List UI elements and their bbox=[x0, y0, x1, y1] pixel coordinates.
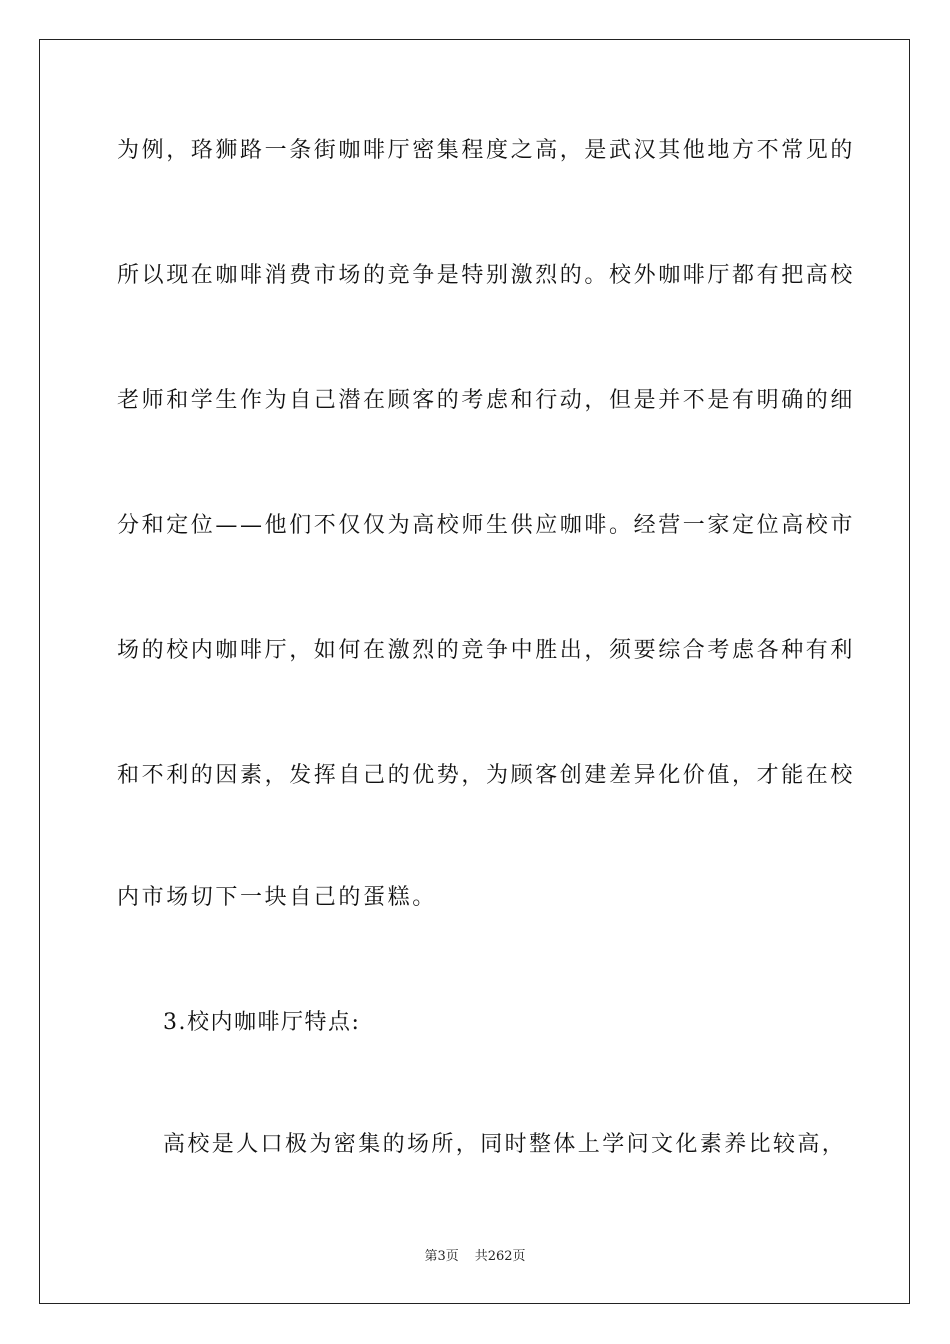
paragraph-first-line: 高校是人口极为密集的场所，同时整体上学问文化素养比较高， bbox=[163, 1132, 847, 1157]
section-heading: 3.校内咖啡厅特点: bbox=[163, 1010, 361, 1035]
page-footer bbox=[0, 1248, 950, 1266]
page-number: 第3页 bbox=[424, 1249, 459, 1264]
body-text-line: 内市场切下一块自己的蛋糕。 bbox=[117, 885, 437, 910]
body-text-line: 为例，珞狮路一条街咖啡厅密集程度之高，是武汉其他地方不常见的 bbox=[117, 138, 856, 163]
body-text-line: 和不利的因素，发挥自己的优势，为顾客创建差异化价值，才能在校 bbox=[117, 763, 856, 788]
page-border bbox=[39, 39, 910, 1304]
page-total: 共262页 bbox=[474, 1249, 526, 1264]
body-text-line: 老师和学生作为自己潜在顾客的考虑和行动，但是并不是有明确的细 bbox=[117, 388, 856, 413]
body-text-line: 分和定位——他们不仅仅为高校师生供应咖啡。经营一家定位高校市 bbox=[117, 513, 856, 538]
body-text-line: 场的校内咖啡厅，如何在激烈的竞争中胜出，须要综合考虑各种有利 bbox=[117, 638, 856, 663]
body-text-line: 所以现在咖啡消费市场的竞争是特别激烈的。校外咖啡厅都有把高校 bbox=[117, 263, 856, 288]
